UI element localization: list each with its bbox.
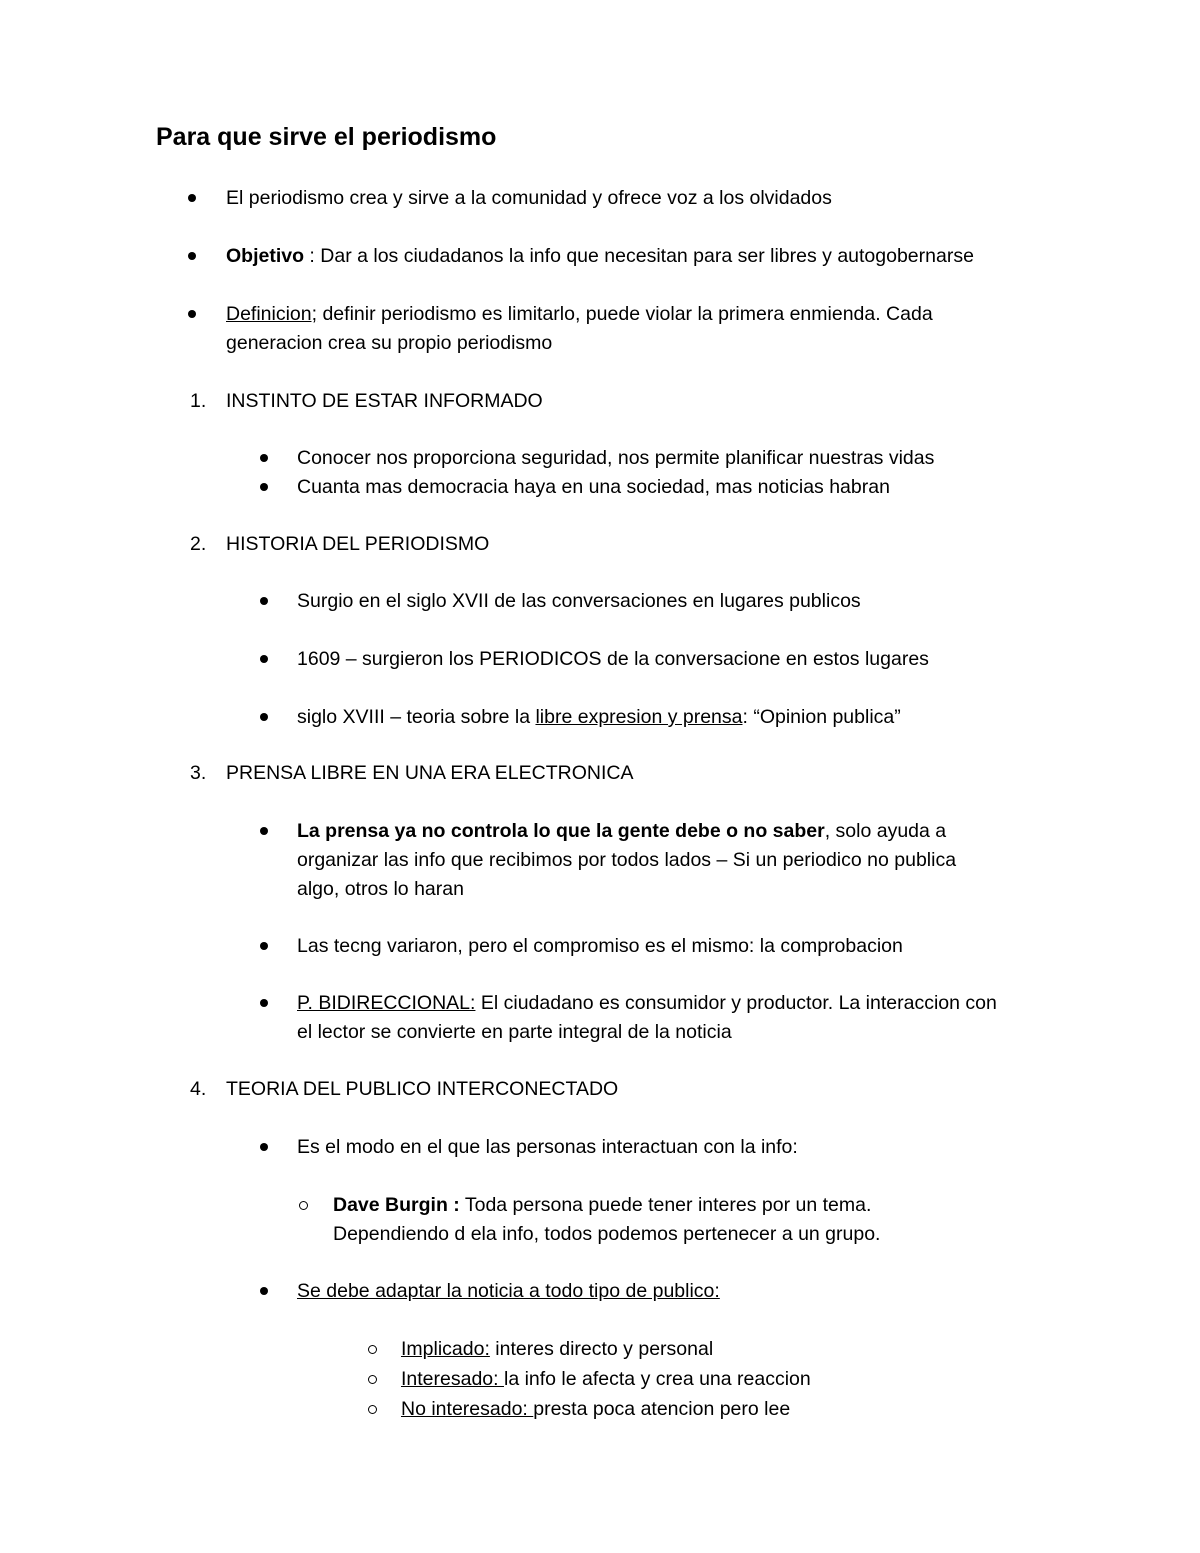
sub-list-item: Interesado: la info le afecta y crea una reaccion [401, 1368, 811, 1390]
bullet-icon [260, 827, 268, 835]
list-item: La prensa ya no controla lo que la gente debe o no saber, solo ayuda a [297, 820, 947, 842]
section-heading: INSTINTO DE ESTAR INFORMADO [226, 390, 543, 412]
intro-bullet-3: Definicion; definir periodismo es limitarlo, puede violar la primera enmienda. Cada [226, 303, 933, 325]
list-item: 1609 – surgieron los PERIODICOS de la conversacione en estos lugares [297, 648, 929, 670]
section-number: 4. [190, 1078, 207, 1100]
intro-bullet-1: El periodismo crea y sirve a la comunidad y ofrece voz a los olvidados [226, 187, 832, 209]
list-item: P. BIDIRECCIONAL: El ciudadano es consumidor y productor. La interaccion con [297, 992, 997, 1014]
bullet-icon [260, 655, 268, 663]
list-item-cont: algo, otros lo haran [297, 878, 464, 900]
circle-bullet-icon [368, 1345, 377, 1354]
bullet-icon [260, 999, 268, 1007]
list-item-cont: organizar las info que recibimos por todos lados – Si un periodico no publica [297, 849, 957, 871]
section-number: 2. [190, 533, 207, 555]
list-item: Surgio en el siglo XVII de las conversaciones en lugares publicos [297, 590, 861, 612]
list-item-cont: el lector se convierte en parte integral de la noticia [297, 1021, 732, 1043]
list-item: Cuanta mas democracia haya en una sociedad, mas noticias habran [297, 476, 890, 498]
bullet-icon [260, 597, 268, 605]
page-title: Para que sirve el periodismo [156, 123, 497, 151]
bullet-icon [260, 942, 268, 950]
bullet-icon [188, 310, 196, 318]
section-heading: TEORIA DEL PUBLICO INTERCONECTADO [226, 1078, 619, 1100]
intro-bullet-2: Objetivo : Dar a los ciudadanos la info que necesitan para ser libres y autogobernarse [226, 245, 974, 267]
circle-bullet-icon [368, 1405, 377, 1414]
list-item: siglo XVIII – teoria sobre la libre expresion y prensa: “Opinion publica” [297, 706, 901, 728]
list-item: Conocer nos proporciona seguridad, nos permite planificar nuestras vidas [297, 447, 935, 469]
bullet-icon [188, 194, 196, 202]
section-number: 3. [190, 762, 207, 784]
list-item: Es el modo en el que las personas interactuan con la info: [297, 1136, 798, 1158]
bullet-icon [260, 1287, 268, 1295]
bullet-icon [260, 713, 268, 721]
sub-list-item: Implicado: interes directo y personal [401, 1338, 714, 1360]
circle-bullet-icon [299, 1201, 308, 1210]
bullet-icon [260, 1143, 268, 1151]
list-item: Se debe adaptar la noticia a todo tipo de publico: [297, 1280, 720, 1302]
intro-bullet-3-cont: generacion crea su propio periodismo [226, 332, 553, 354]
sub-list-item: Dave Burgin : Toda persona puede tener interes por un tema. [333, 1194, 872, 1216]
circle-bullet-icon [368, 1375, 377, 1384]
sub-list-item-cont: Dependiendo d ela info, todos podemos pertenecer a un grupo. [333, 1223, 881, 1245]
bullet-icon [260, 483, 268, 491]
section-number: 1. [190, 390, 207, 412]
bullet-icon [188, 252, 196, 260]
section-heading: PRENSA LIBRE EN UNA ERA ELECTRONICA [226, 762, 634, 784]
objetivo-label: Objetivo [226, 245, 305, 267]
bullet-icon [260, 454, 268, 462]
list-item: Las tecng variaron, pero el compromiso es el mismo: la comprobacion [297, 935, 903, 957]
definicion-label: Definicion; [226, 303, 318, 325]
section-heading: HISTORIA DEL PERIODISMO [226, 533, 490, 555]
sub-list-item: No interesado: presta poca atencion pero lee [401, 1398, 791, 1420]
